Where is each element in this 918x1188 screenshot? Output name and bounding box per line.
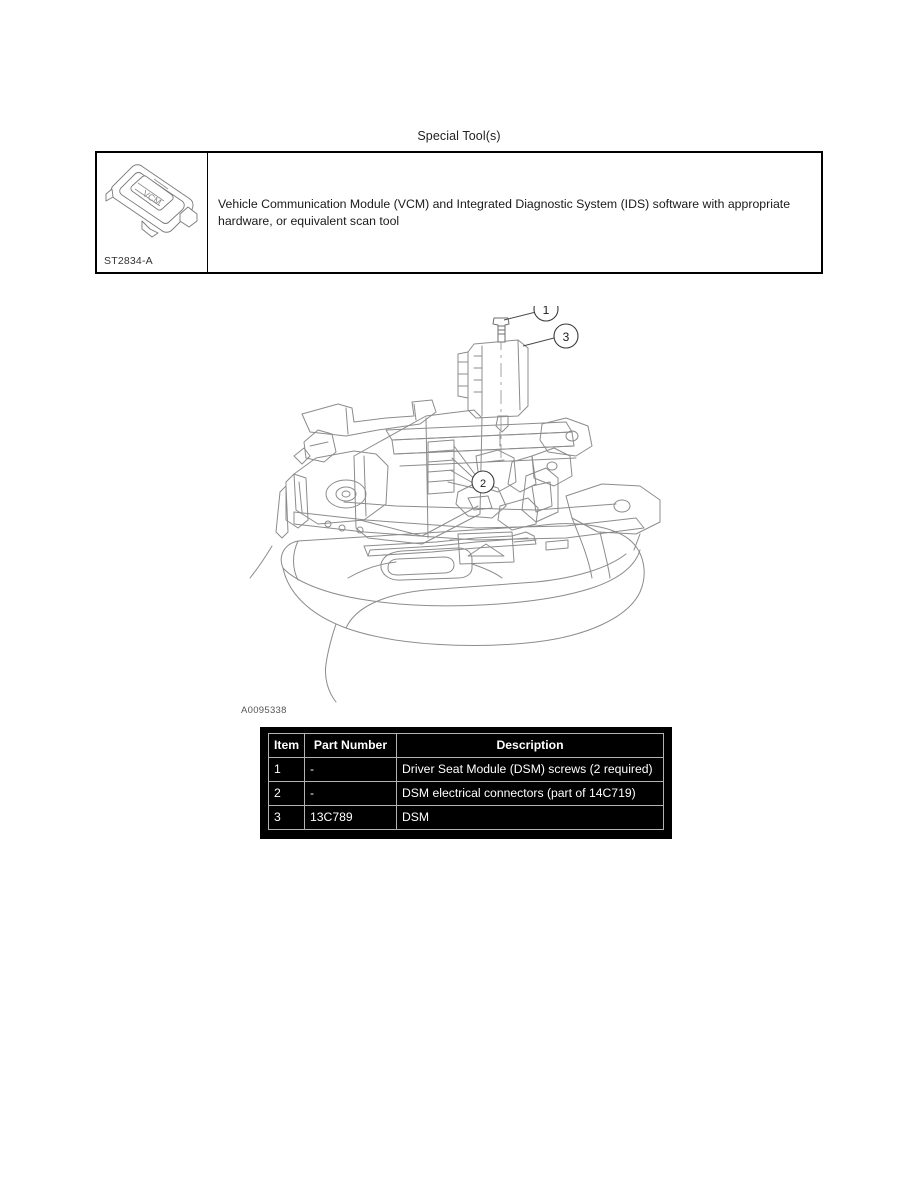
special-tool-description: Vehicle Communication Module (VCM) and Integrated Diagnostic System (IDS) software with appropriate hardware, or equivalent scan tool (218, 196, 791, 228)
cell-item: 2 (269, 782, 305, 806)
special-tools-section (95, 128, 823, 274)
special-tool-id-label: ST2834-A (104, 255, 153, 267)
column-header-item: Item (269, 734, 305, 758)
column-header-part-number: Part Number (305, 734, 397, 758)
callout-2 (472, 471, 494, 493)
figure-reference-code: A0095338 (241, 705, 287, 716)
svg-text:VCM: VCM (140, 188, 164, 208)
svg-text:1: 1 (542, 306, 550, 317)
column-header-description: Description (397, 734, 664, 758)
seat-assembly-illustration (236, 306, 686, 726)
cell-item: 3 (269, 806, 305, 830)
cell-description: DSM (397, 806, 664, 830)
seat-frame-line-drawing (236, 306, 686, 706)
vcm-scan-tool-icon (102, 159, 202, 241)
table-row (269, 806, 664, 830)
table-row (269, 782, 664, 806)
callout-1 (534, 306, 558, 321)
cell-description: DSM electrical connectors (part of 14C719) (397, 782, 664, 806)
special-tools-heading: Special Tool(s) (417, 129, 501, 143)
cell-description: Driver Seat Module (DSM) screws (2 required) (397, 758, 664, 782)
cell-item: 1 (269, 758, 305, 782)
callout-3 (554, 324, 578, 348)
svg-text:3: 3 (562, 330, 570, 344)
parts-table-container (260, 727, 672, 839)
cell-part-number: - (305, 782, 397, 806)
special-tool-image-cell (97, 153, 208, 272)
cell-part-number: 13C789 (305, 806, 397, 830)
parts-table (268, 733, 664, 830)
table-row (269, 758, 664, 782)
svg-text:2: 2 (479, 478, 487, 490)
cell-part-number: - (305, 758, 397, 782)
table-header-row (269, 734, 664, 758)
special-tool-description-cell (208, 153, 821, 272)
special-tools-table (95, 151, 823, 274)
